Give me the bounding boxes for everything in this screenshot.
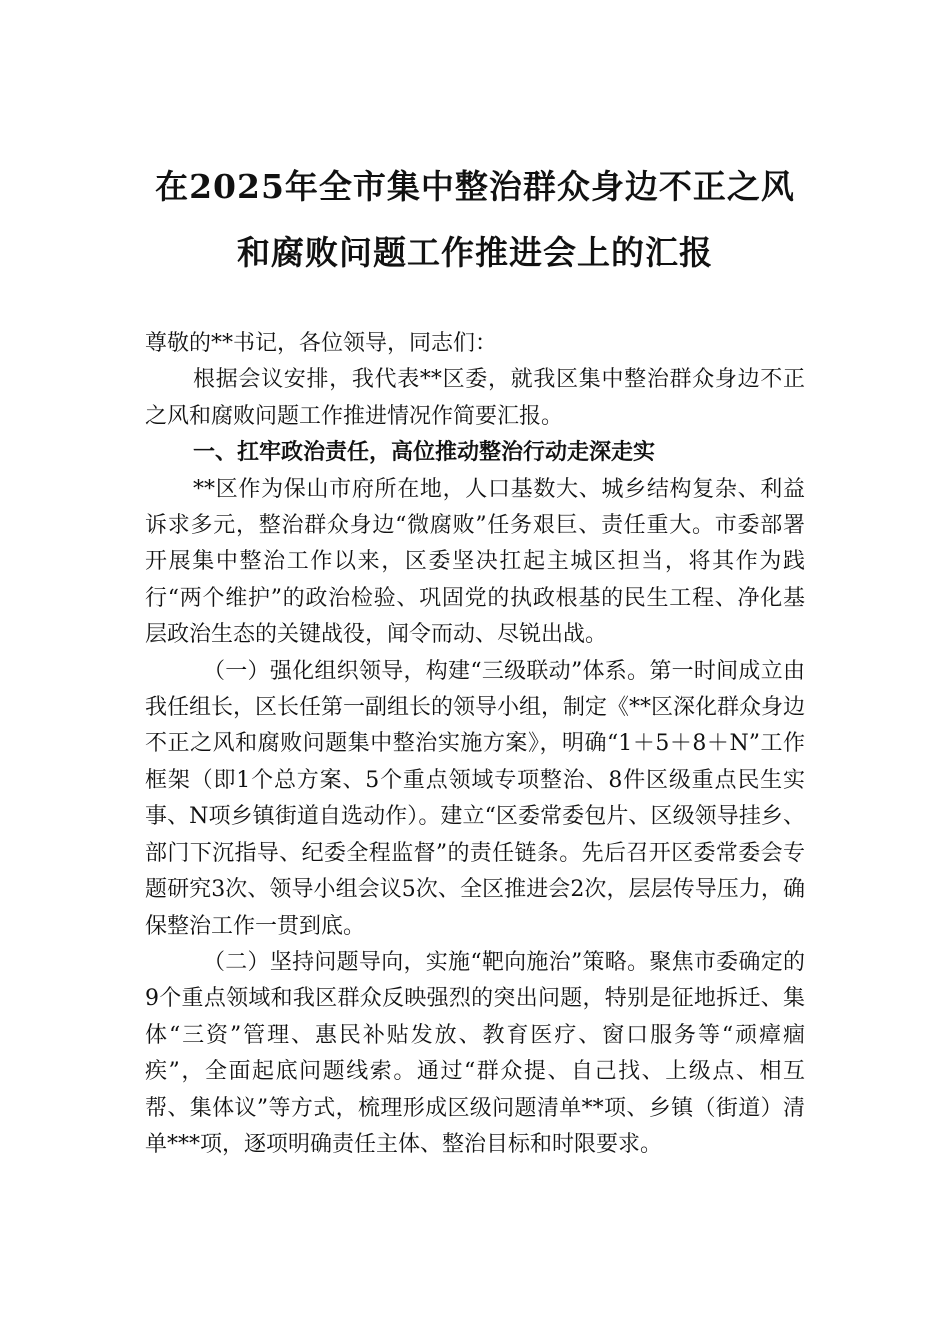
document-title-line-2: 和腐败问题工作推进会上的汇报: [237, 233, 713, 272]
subsection-2-lead: （二）坚持问题导向，实施“靶向施治”策略。: [203, 949, 650, 975]
intro-paragraph: 根据会议安排，我代表**区委，就我区集中整治群众身边不正之风和腐败问题工作推进情况作简要汇报。: [145, 367, 805, 429]
section-1-heading: 一、扛牢政治责任，高位推动整治行动走深走实: [193, 440, 656, 466]
salutation: 尊敬的**书记，各位领导，同志们：: [145, 331, 498, 356]
subsection-1-paragraph: [145, 654, 805, 945]
subsection-1-lead: （一）强化组织领导，构建“三级联动”体系。: [203, 658, 650, 684]
subsection-2-text: 聚焦市委确定的9个重点领域和我区群众反映强烈的突出问题，特别是征地拆迁、集体“三资”管理、惠民补贴发放、教育医疗、窗口服务等“顽瘴痼疾”，全面起底问题线索。通过“群众提、自己找、上级点、相互帮、集体议”等方式，梳理形成区级问题清单**项、乡镇（街道）清单***项，逐项明确责任主体、整治目标和时限要求。: [145, 949, 805, 1157]
subsection-1-text: 第一时间成立由我任组长，区长任第一副组长的领导小组，制定《**区深化群众身边不正之风和腐败问题集中整治实施方案》，明确“1＋5＋8＋N”工作框架（即1个总方案、5个重点领域专项整治、8件区级重点民生实事、N项乡镇街道自选动作）。建立“区委常委包片、区级领导挂乡、部门下沉指导、纪委全程监督”的责任链条。先后召开区委常委会专题研究3次、领导小组会议5次、全区推进会2次，层层传导压力，确保整治工作一贯到底。: [145, 658, 806, 939]
section-1-paragraph: **区作为保山市府所在地，人口基数大、城乡结构复杂、利益诉求多元，整治群众身边“微腐败”任务艰巨、责任重大。市委部署开展集中整治工作以来，区委坚决扛起主城区担当，将其作为践行“两个维护”的政治检验、巩固党的执政根基的民生工程、净化基层政治生态的关键战役，闻令而动、尽锐出战。: [145, 476, 805, 648]
subsection-2-paragraph: [145, 945, 805, 1163]
document-body: [145, 326, 805, 1163]
document-title-line-1: 在2025年全市集中整治群众身边不正之风: [155, 167, 795, 206]
